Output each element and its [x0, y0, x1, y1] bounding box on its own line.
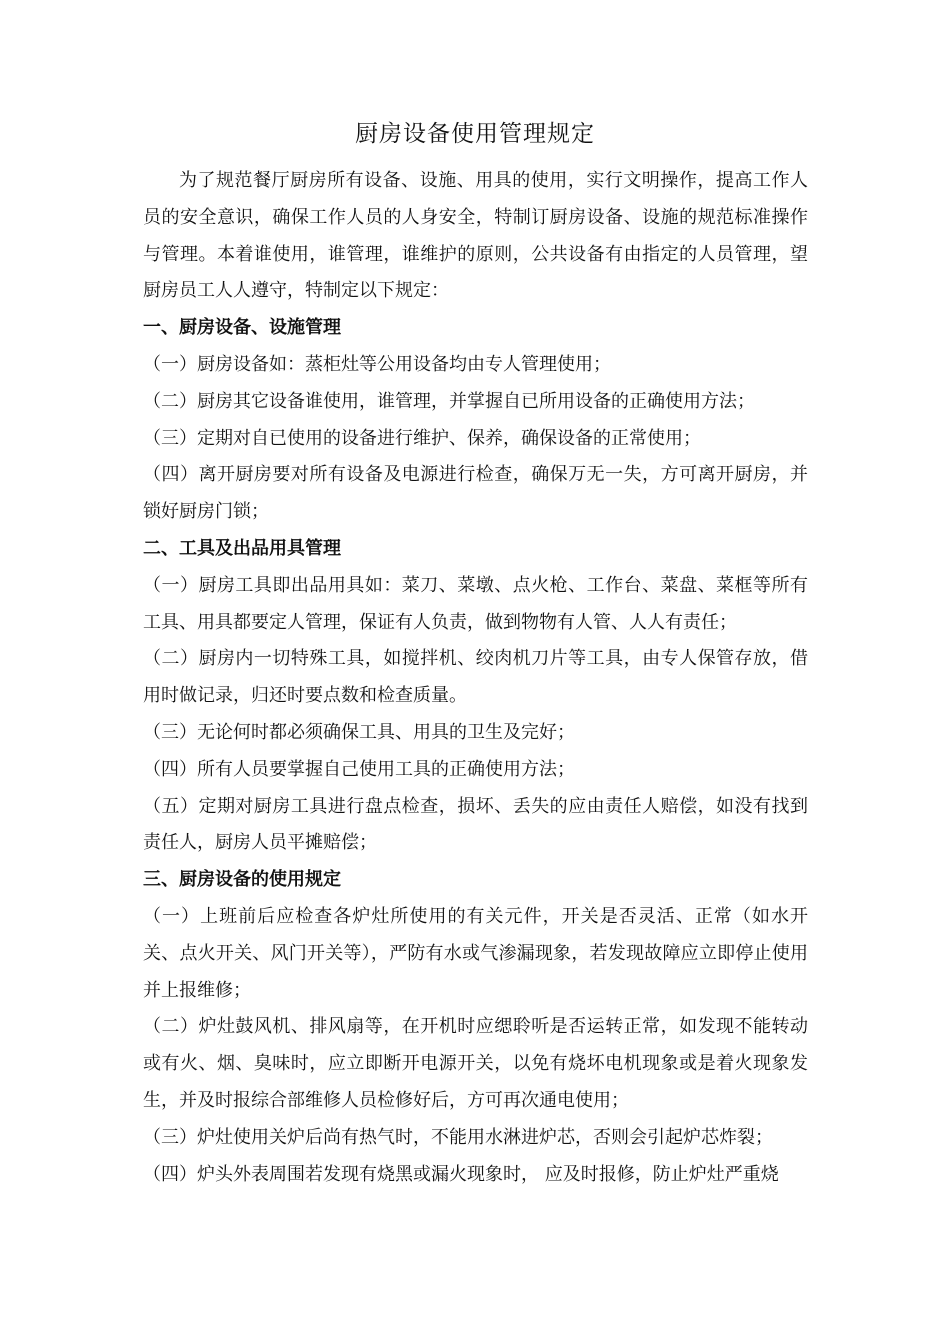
section-3-item: （三）炉灶使用关炉后尚有热气时，不能用水淋进炉芯，否则会引起炉芯炸裂； — [143, 1126, 773, 1148]
section-2-item: （三）无论何时都必须确保工具、用具的卫生及完好； — [143, 721, 575, 743]
section-2-item: （四）所有人员要掌握自己使用工具的正确使用方法； — [143, 758, 575, 780]
section-1-item: （二）厨房其它设备谁使用，谁管理，并掌握自已所用设备的正确使用方法； — [143, 390, 755, 412]
section-3-item: （二）炉灶鼓风机、排风扇等，在开机时应缌聆听是否运转正常，如发现不能转动或有火、烟、臭味时，应立即断开电源开关，以免有烧坏电机现象或是着火现象发生，并及时报综合部维修人员检修好后，方可再次通电使用； — [143, 1016, 808, 1111]
section-2-item: （一）厨房工具即出品用具如：菜刀、菜墩、点火枪、工作台、菜盘、菜框等所有工具、用具都要定人管理，保证有人负责，做到物物有人管、人人有责任； — [143, 574, 808, 633]
section-1-item: （四）离开厨房要对所有设备及电源进行检查，确保万无一失，方可离开厨房，并锁好厨房门锁； — [143, 464, 808, 523]
section-2-heading: 二、工具及出品用具管理 — [143, 537, 341, 559]
section-2-item: （五）定期对厨房工具进行盘点检查，损坏、丢失的应由责任人赔偿，如没有找到责任人，厨房人员平摊赔偿； — [143, 795, 808, 854]
section-1-item: （三）定期对自已使用的设备进行维护、保养，确保设备的正常使用； — [143, 427, 701, 449]
section-3-heading: 三、厨房设备的使用规定 — [143, 869, 341, 891]
section-2-item: （二）厨房内一切特殊工具，如搅拌机、绞肉机刀片等工具，由专人保管存放，借用时做记录，归还时要点数和检查质量。 — [143, 648, 808, 707]
page-title: 厨房设备使用管理规定 — [355, 121, 595, 147]
section-3-item: （一）上班前后应检查各炉灶所使用的有关元件，开关是否灵活、正常（如水开关、点火开关、风门开关等），严防有水或气渗漏现象，若发现故障应立即停止使用并上报维修； — [143, 905, 808, 1001]
document-body — [143, 163, 808, 1193]
section-1-item: （一）厨房设备如：蒸柜灶等公用设备均由专人管理使用； — [143, 353, 611, 375]
section-1-heading: 一、厨房设备、设施管理 — [143, 317, 341, 339]
section-3-item: （四）炉头外表周围若发现有烧黑或漏火现象时， 应及时报修，防止炉灶严重烧 — [143, 1163, 779, 1185]
intro-paragraph: 为了规范餐厅厨房所有设备、设施、用具的使用，实行文明操作，提高工作人员的安全意识，确保工作人员的人身安全，特制订厨房设备、设施的规范标准操作与管理。本着谁使用，谁管理，谁维护的原则，公共设备有由指定的人员管理，望厨房员工人人遵守，特制定以下规定： — [143, 170, 808, 302]
